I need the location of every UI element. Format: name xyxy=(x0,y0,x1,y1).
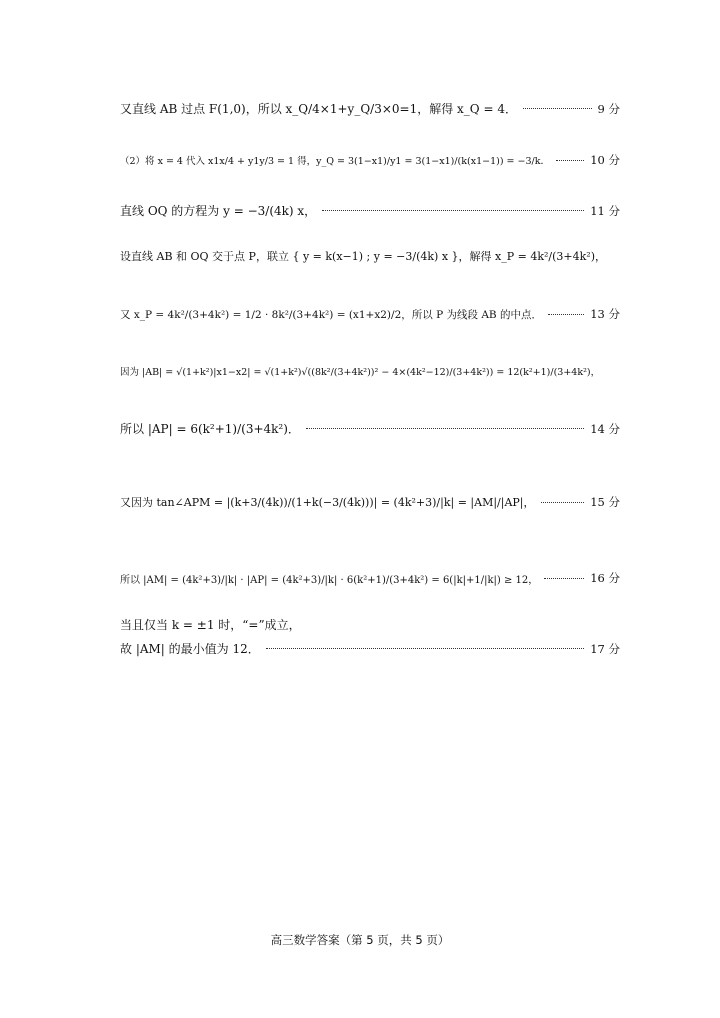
solution-line-4-text: 设直线 AB 和 OQ 交于点 P，联立 { y = k(x−1) ; y = −3/(4k) x }，解得 x_P = 4k²/(3+4k²)， xyxy=(120,250,606,263)
solution-line-7-text: 所以 |AP| = 6(k²+1)/(3+4k²)． xyxy=(120,422,300,436)
score-marker-13: 13 分 xyxy=(590,307,620,321)
leader-dots xyxy=(306,428,584,429)
solution-line-4 xyxy=(120,248,620,264)
score-marker-14: 14 分 xyxy=(590,421,620,436)
score-marker-17: 17 分 xyxy=(590,641,620,656)
solution-line-9 xyxy=(120,570,620,586)
solution-line-5 xyxy=(120,306,620,322)
solution-line-8 xyxy=(120,494,620,510)
leader-dots xyxy=(523,108,592,109)
solution-line-9-text: 所以 |AM| = (4k²+3)/|k| · |AP| = (4k²+3)/|k| · 6(k²+1)/(3+4k²) = 6(|k|+1/|k|) ≥ 12， xyxy=(120,574,539,586)
solution-line-11-text: 故 |AM| 的最小值为 12． xyxy=(120,642,260,656)
solution-line-1 xyxy=(120,100,620,117)
score-marker-15: 15 分 xyxy=(590,495,620,509)
leader-dots xyxy=(548,314,584,315)
solution-line-1-text: 又直线 AB 过点 F(1,0)，所以 x_Q/4×1+y_Q/3×0=1，解得 x_Q = 4． xyxy=(120,102,517,116)
solution-line-5-text: 又 x_P = 4k²/(3+4k²) = 1/2 · 8k²/(3+4k²) = (x1+x2)/2，所以 P 为线段 AB 的中点． xyxy=(120,308,542,321)
score-marker-11: 11 分 xyxy=(590,203,620,218)
solution-line-2 xyxy=(120,152,620,168)
solution-line-7 xyxy=(120,420,620,437)
solution-line-2-text: （2）将 x = 4 代入 x1x/4 + y1y/3 = 1 得，y_Q = 3(1−x1)/y1 = 3(1−x1)/(k(x1−1)) = −3/k． xyxy=(120,156,550,167)
solution-line-8-text: 又因为 tan∠APM = |(k+3/(4k))/(1+k(−3/(4k)))| = (4k²+3)/|k| = |AM|/|AP|， xyxy=(120,496,535,509)
solution-line-10-text: 当且仅当 k = ±1 时，“=”成立， xyxy=(120,618,301,632)
leader-dots xyxy=(266,648,584,649)
page-footer: 高三数学答案（第 5 页，共 5 页） xyxy=(270,933,450,947)
solution-line-3-text: 直线 OQ 的方程为 y = −3/(4k) x， xyxy=(120,204,317,218)
solution-line-3 xyxy=(120,202,620,219)
leader-dots xyxy=(541,502,585,503)
score-marker-9: 9 分 xyxy=(597,101,620,116)
solution-line-11 xyxy=(120,640,620,657)
leader-dots xyxy=(544,578,584,579)
leader-dots xyxy=(322,210,584,211)
solution-line-6 xyxy=(120,364,620,378)
solution-line-6-text: 因为 |AB| = √(1+k²)|x1−x2| = √(1+k²)√((8k²/(3+4k²))² − 4×(4k²−12)/(3+4k²)) = 12(k²+1)/(3+4k²)， xyxy=(120,367,601,378)
score-marker-16: 16 分 xyxy=(590,571,620,585)
leader-dots xyxy=(556,160,584,161)
score-marker-10: 10 分 xyxy=(590,153,620,167)
solution-line-10 xyxy=(120,616,620,633)
